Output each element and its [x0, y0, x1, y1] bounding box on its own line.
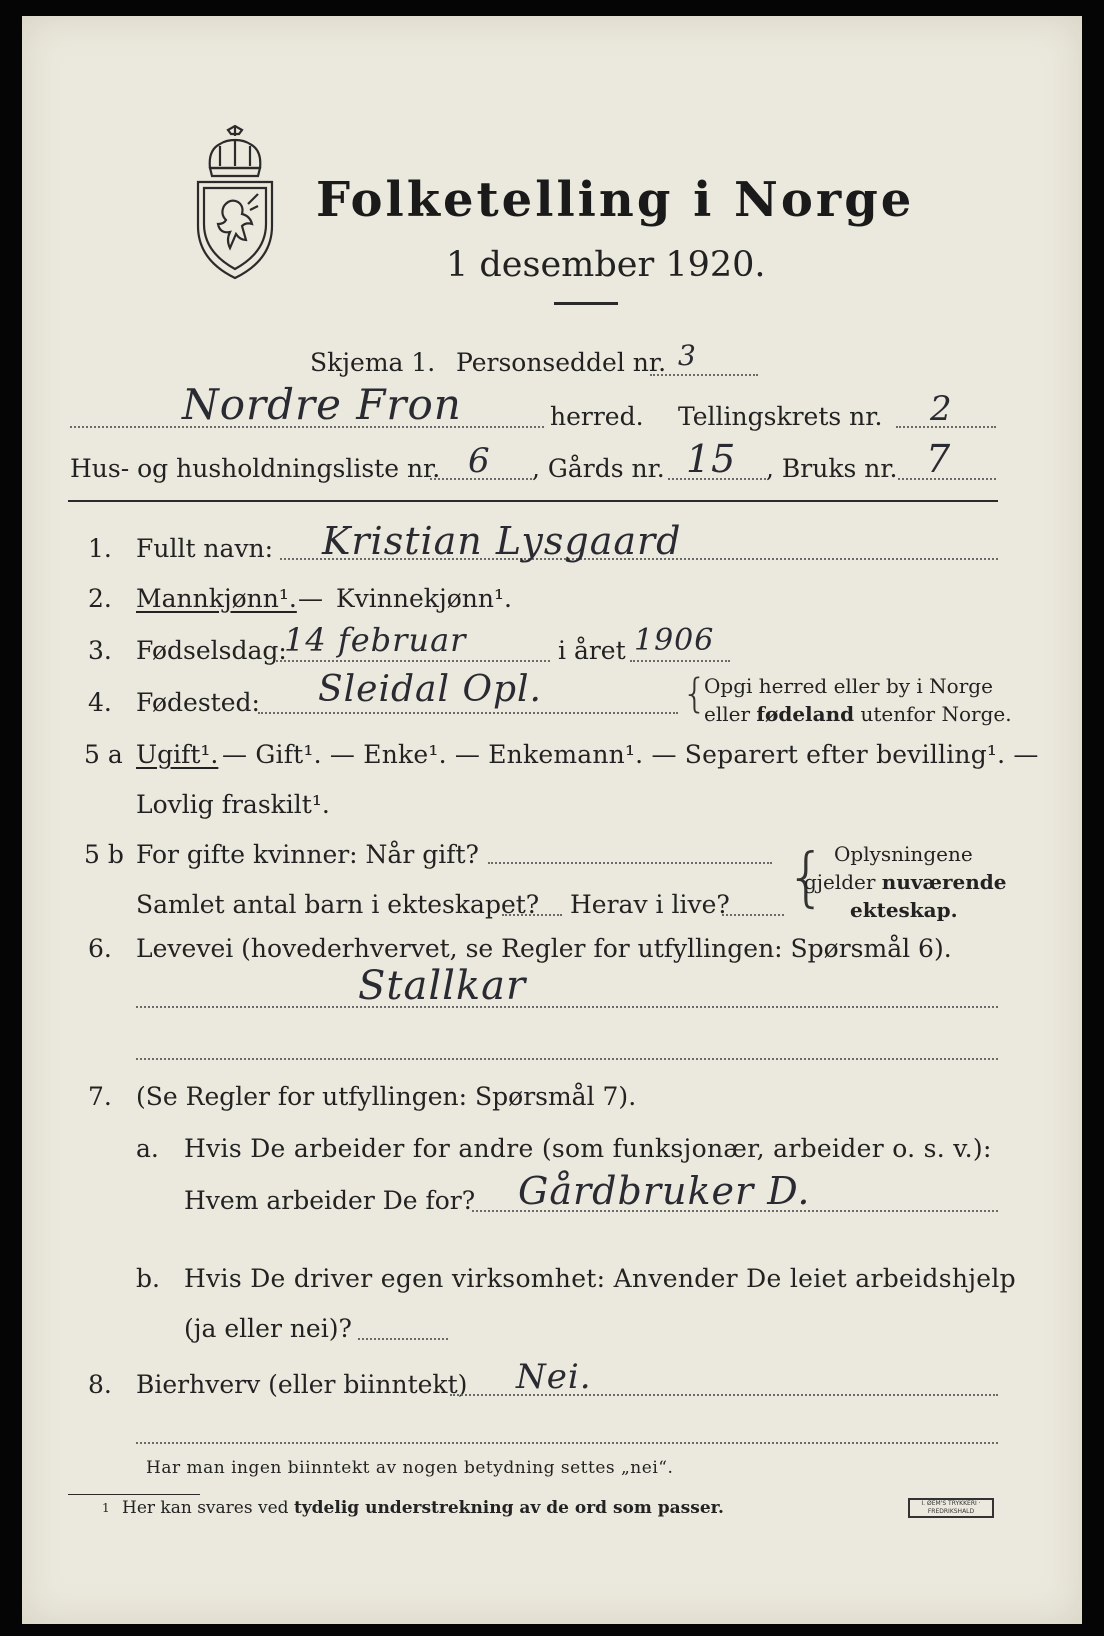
q7a-line1: Hvis De arbeider for andre (som funksjonær, arbeider o. s. v.):: [184, 1134, 992, 1163]
q5b-note1: Oplysningene: [834, 842, 973, 866]
herred-value: Nordre Fron: [182, 380, 462, 429]
footnote-mark: 1: [102, 1501, 110, 1515]
q7b-line: [358, 1338, 448, 1340]
q1-full-name-value: Kristian Lysgaard: [322, 519, 682, 563]
personseddel-value: 3: [678, 339, 697, 372]
q5a-line2: Lovlig fraskilt¹.: [136, 790, 330, 819]
footnote-divider: [68, 1494, 200, 1495]
q4-note-line2: eller fødeland utenfor Norge.: [704, 702, 1012, 726]
q7a-line2: Hvem arbeider De for?: [184, 1186, 476, 1215]
q7a-employer-value: Gårdbruker D.: [518, 1169, 811, 1213]
personseddel-line: [650, 374, 758, 376]
q5a-number: 5 a: [84, 740, 123, 769]
q7a-letter: a.: [136, 1134, 159, 1163]
census-form-page: [22, 16, 1082, 1624]
personseddel-label: Personseddel nr.: [456, 348, 667, 377]
gards-value: 15: [686, 437, 737, 481]
hus-label: Hus- og husholdningsliste nr.: [70, 454, 441, 483]
q3-year-value: 1906: [634, 623, 715, 658]
q2-female-option: Kvinnekjønn¹.: [336, 584, 512, 613]
q5b-number: 5 b: [84, 840, 124, 869]
q2-male-option: Mannkjønn¹.: [136, 584, 297, 613]
q2-separator: —: [298, 584, 323, 613]
footer-note: Har man ingen biinntekt av nogen betydning settes „nei“.: [146, 1458, 674, 1478]
section-divider: [68, 500, 998, 502]
schema-label: Skjema 1.: [310, 348, 436, 377]
q2-number: 2.: [88, 584, 112, 613]
form-title: Folketelling i Norge: [316, 172, 915, 228]
footnote-text: Her kan svares ved tydelig understrekning av de ord som passer.: [122, 1498, 724, 1518]
herred-label: herred.: [550, 402, 644, 431]
q3-label: Fødselsdag:: [136, 636, 287, 665]
census-date: 1 desember 1920.: [446, 245, 766, 285]
q4-line: [258, 712, 678, 714]
q8-label: Bierhverv (eller biinntekt): [136, 1370, 468, 1399]
tellingskrets-value: 2: [930, 389, 953, 429]
q6-line1: [136, 1006, 998, 1008]
q5b-married-line: [488, 862, 772, 864]
q4-label: Fødested:: [136, 688, 260, 717]
q7b-letter: b.: [136, 1264, 160, 1293]
q5b-alive-line: [722, 914, 784, 916]
q5b-children-line: [502, 914, 562, 916]
q6-occupation-value: Stallkar: [358, 963, 527, 1009]
q3-line: [276, 660, 550, 662]
q7-label: (Se Regler for utfyllingen: Spørsmål 7).: [136, 1082, 637, 1111]
q3-number: 3.: [88, 636, 112, 665]
title-divider: [554, 302, 618, 305]
q4-note-line1: Opgi herred eller by i Norge: [704, 674, 993, 698]
q1-number: 1.: [88, 534, 112, 563]
hus-value: 6: [468, 441, 491, 481]
q5b-note-brace: {: [786, 841, 827, 915]
q3-birthday-value: 14 februar: [284, 621, 467, 659]
q7-number: 7.: [88, 1082, 112, 1111]
q5b-note3: ekteskap.: [850, 898, 958, 922]
bruks-label: , Bruks nr.: [766, 454, 898, 483]
q7b-line2: (ja eller nei)?: [184, 1314, 352, 1343]
q3-year-label: i året: [558, 636, 626, 665]
q3-year-line: [630, 660, 730, 662]
q8-side-income-value: Nei.: [516, 1357, 592, 1397]
q5b-line1: For gifte kvinner: Når gift?: [136, 840, 479, 869]
tellingskrets-label: Tellingskrets nr.: [678, 402, 883, 431]
norwegian-coat-of-arms-icon: [190, 124, 280, 284]
q6-number: 6.: [88, 934, 112, 963]
q5a-other-options: — Gift¹. — Enke¹. — Enkemann¹. — Separert efter bevilling¹. —: [222, 740, 1039, 769]
q8-line2: [136, 1442, 998, 1444]
q4-note-brace: {: [682, 671, 708, 717]
q5b-note2: gjelder nuværende: [804, 870, 1007, 894]
q1-label: Fullt navn:: [136, 534, 274, 563]
gards-label: , Gårds nr.: [532, 454, 665, 483]
q8-number: 8.: [88, 1370, 112, 1399]
q7b-line1: Hvis De driver egen virksomhet: Anvender De leiet arbeidshjelp: [184, 1264, 1016, 1293]
bruks-value: 7: [926, 437, 952, 481]
q6-line2: [136, 1058, 998, 1060]
q5b-line2a: Samlet antal barn i ekteskapet?: [136, 890, 540, 919]
printer-stamp: I. ØEM'S TRYKKERI · FREDRIKSHALD: [908, 1498, 994, 1518]
q5b-line2b: Herav i live?: [570, 890, 730, 919]
q4-birthplace-value: Sleidal Opl.: [318, 669, 542, 710]
q4-number: 4.: [88, 688, 112, 717]
q6-label: Levevei (hovederhvervet, se Regler for utfyllingen: Spørsmål 6).: [136, 934, 952, 963]
q5a-ugift-option: Ugift¹.: [136, 740, 219, 769]
